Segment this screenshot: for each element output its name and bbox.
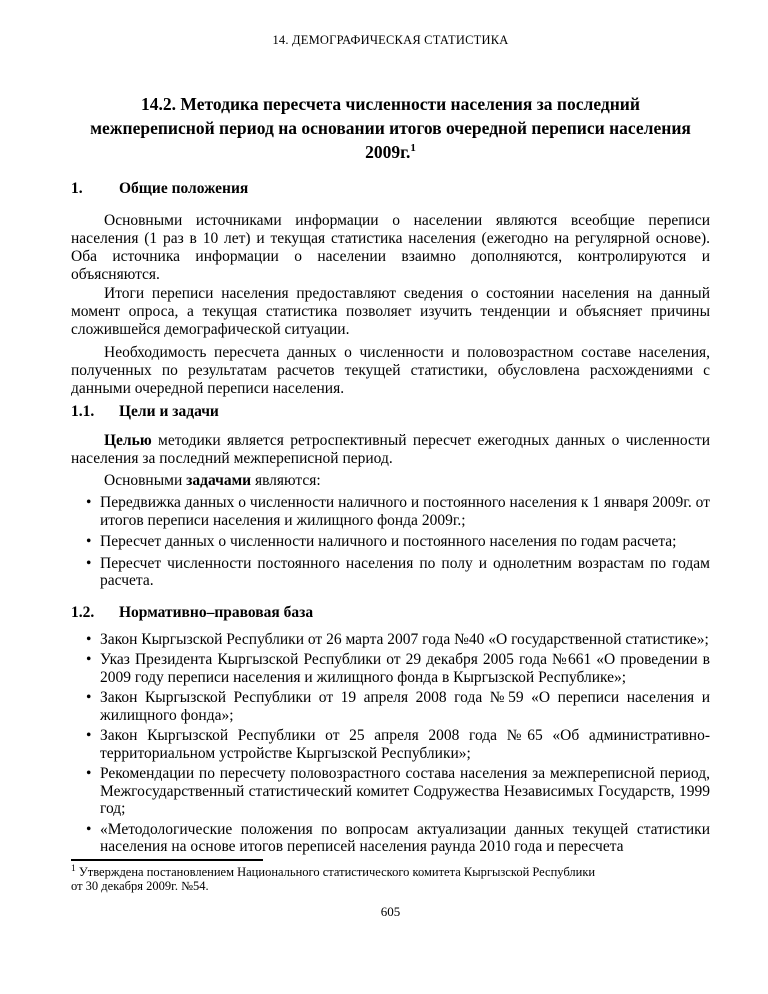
tasks-list [71, 494, 710, 590]
footnote-text-1: Утверждена постановлением Национального статистического комитета Кыргызской Республики [78, 864, 596, 879]
page-number: 605 [380, 903, 401, 919]
section-heading-text: Общие положения [119, 180, 249, 197]
bullet-icon: • [86, 727, 92, 744]
section-heading-text: Цели и задачи [119, 403, 219, 420]
task-item [71, 494, 710, 529]
document-title [85, 92, 697, 164]
task-text: Пересчет данных о численности наличного и постоянного населения по годам расчета; [100, 533, 677, 550]
task-text: Пересчет численности постоянного населения по полу и однолетним возрастам по годам расчета. [100, 554, 710, 589]
document-title-text: 14.2. Методика пересчета численности населения за последний межпереписной период на основании итогов очередной переписи населения 2009г. [90, 94, 691, 162]
footnote-marker: 1 [71, 863, 76, 874]
bullet-icon: • [86, 765, 92, 782]
task-text: Передвижка данных о численности наличного и постоянного населения к 1 января 2009г. от итогов переписи населения и жилищного фонда 2009г.; [100, 494, 710, 529]
legal-document-text: Закон Кыргызской Республики от 19 апреля 2008 года №59 «О переписи населения и жилищного фонда»; [100, 689, 710, 724]
task-item [71, 555, 710, 590]
bullet-icon: • [86, 554, 92, 572]
tasks-term: задачами [186, 472, 252, 489]
paragraph-recalculation-need: Необходимость пересчета данных о численности и половозрастном составе населения, полученных по результатам расчетов текущей статистики, обусловлена расхождениями с данными очередной переписи населения. [71, 344, 710, 397]
section-heading-1-1 [71, 402, 710, 422]
footnote [71, 865, 710, 894]
section-number: 1.1. [71, 403, 95, 420]
legal-document-item [71, 689, 710, 724]
footnote-line-1 [71, 865, 710, 880]
title-footnote-reference: 1 [410, 142, 416, 155]
section-heading-text: Нормативно–правовая база [119, 603, 314, 621]
paragraph-goal [71, 432, 710, 468]
task-item [71, 533, 710, 551]
footnote-separator [71, 859, 263, 861]
bullet-icon: • [86, 689, 92, 706]
bullet-icon: • [86, 630, 92, 648]
legal-document-item [71, 765, 710, 818]
legal-documents-list [71, 631, 710, 856]
section-number: 1.2. [71, 603, 95, 621]
legal-document-item [71, 631, 710, 649]
legal-document-item [71, 651, 710, 686]
tasks-intro-post: являются: [251, 472, 321, 489]
bullet-icon: • [86, 820, 92, 838]
section-number: 1. [71, 180, 83, 197]
legal-document-item [71, 821, 710, 856]
section-heading-1 [71, 179, 710, 199]
bullet-icon: • [86, 494, 92, 511]
legal-document-text: Закон Кыргызской Республики от 26 марта 2007 года №40 «О государственной статистике»; [100, 630, 709, 648]
footnote-line-2 [71, 879, 710, 894]
goal-term: Целью [104, 432, 152, 449]
bullet-icon: • [86, 533, 92, 550]
footnote-text-2: от 30 декабря 2009г. №54. [71, 879, 209, 893]
legal-document-text: Рекомендации по пересчету половозрастного состава населения за межпереписной период, Межгосударственный статистический комитет Содружества Независимых Государств, 1999 год; [100, 765, 710, 817]
legal-document-text: Указ Президента Кыргызской Республики от 29 декабря 2005 года №661 «О проведении в 2009 году переписи населения и жилищного фонда в Кыргызской Республике»; [100, 651, 710, 686]
paragraph-tasks-intro [71, 472, 710, 490]
paragraph-sources: Основными источниками информации о населении являются всеобщие переписи населения (1 раз в 10 лет) и текущая статистика населения (ежегодно на регулярной основе). Оба источника информации о населении взаимно дополняются, контролируются и объясняются. [71, 212, 710, 283]
legal-document-text: «Методологические положения по вопросам актуализации данных текущей статистики населения на основе итогов переписей населения раунда 2010 года и пересчета [100, 820, 710, 855]
running-head: 14. ДЕМОГРАФИЧЕСКАЯ СТАТИСТИКА [272, 33, 509, 47]
goal-text: методики является ретроспективный пересчет ежегодных данных о численности населения за последний межпереписной период. [71, 432, 710, 467]
legal-document-text: Закон Кыргызской Республики от 25 апреля 2008 года №65 «Об административно-территориальном устройстве Кыргызской Республики»; [100, 727, 710, 762]
bullet-icon: • [86, 651, 92, 668]
paragraph-census-results: Итоги переписи населения предоставляют сведения о состоянии населения на данный момент опроса, а текущая статистика позволяет изучить тенденции и объясняет причины сложившейся демографической ситуации. [71, 285, 710, 338]
section-heading-1-2 [71, 603, 710, 623]
legal-document-item [71, 727, 710, 762]
tasks-intro-pre: Основными [104, 472, 187, 489]
